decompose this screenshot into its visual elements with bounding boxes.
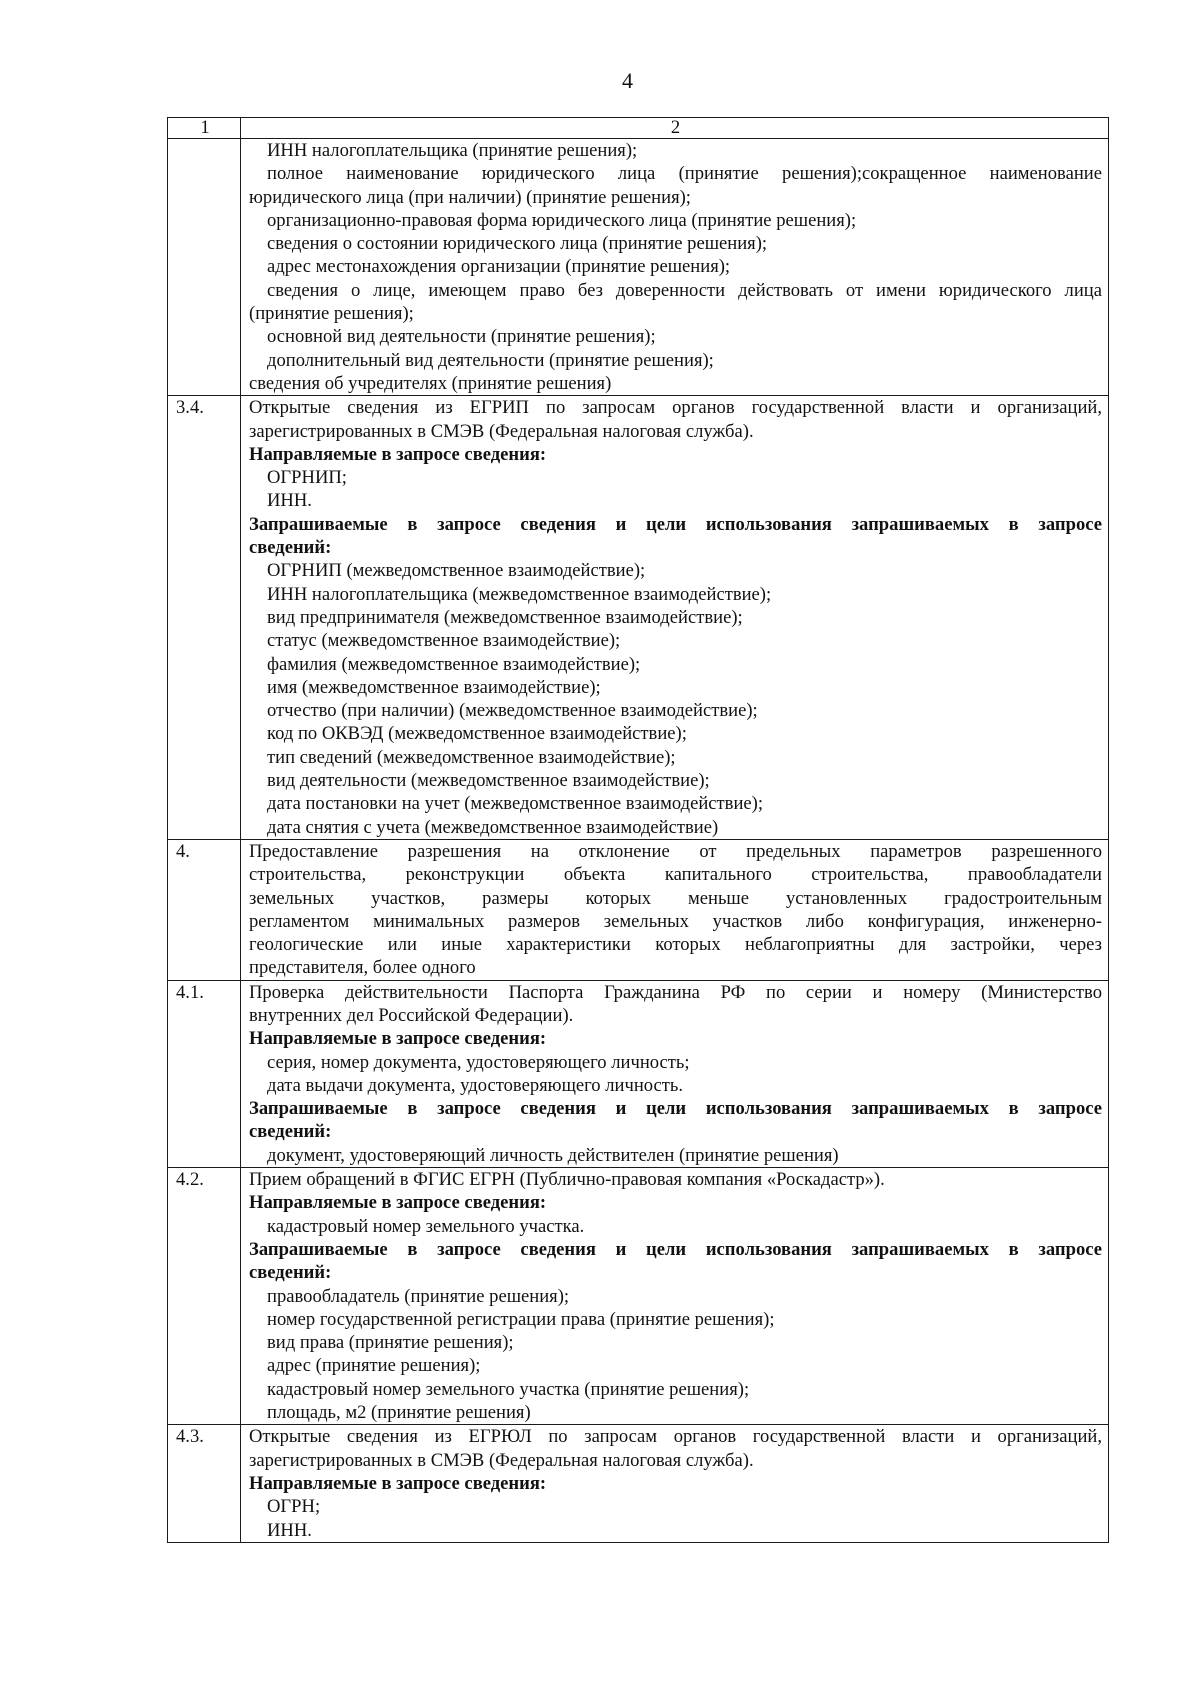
text-line: площадь, м2 (принятие решения) bbox=[267, 1402, 531, 1424]
text-line: ИНН. bbox=[267, 490, 312, 512]
text-line: вид права (принятие решения); bbox=[267, 1332, 514, 1354]
text-line: ОГРНИП; bbox=[267, 467, 347, 489]
text-line: зарегистрированных в СМЭВ (Федеральная налоговая служба). bbox=[249, 420, 754, 442]
text-line: правообладатель (принятие решения); bbox=[267, 1285, 570, 1307]
text-line: зарегистрированных в СМЭВ (Федеральная налоговая служба). bbox=[249, 1449, 754, 1471]
row-number: 4.1. bbox=[168, 980, 241, 1167]
text-line: Открытые сведения из ЕГРЮЛ по запросам органов государственной власти и организаций, bbox=[249, 1426, 1102, 1448]
text-line: Открытые сведения из ЕГРИП по запросам органов государственной власти и организаций, bbox=[249, 397, 1102, 419]
row-number: 4.2. bbox=[168, 1168, 241, 1425]
section-heading: Запрашиваемые в запросе сведения и цели использования запрашиваемых в запросе bbox=[249, 1238, 1102, 1260]
text-line: ИНН налогоплательщика (принятие решения); bbox=[267, 140, 638, 161]
text-line: отчество (при наличии) (межведомственное взаимодействие); bbox=[267, 700, 758, 722]
text-line: основной вид деятельности (принятие решения); bbox=[267, 326, 656, 348]
text-line: дополнительный вид деятельности (принятие решения); bbox=[267, 349, 714, 371]
text-line: (принятие решения); bbox=[249, 303, 414, 325]
text-line: вид деятельности (межведомственное взаимодействие); bbox=[267, 770, 710, 792]
text-line: номер государственной регистрации права (принятие решения); bbox=[267, 1308, 775, 1330]
section-heading: Направляемые в запросе сведения: bbox=[249, 443, 547, 465]
section-heading: сведений: bbox=[249, 537, 332, 559]
text-line: полное наименование юридического лица (принятие решения);сокращенное наименование bbox=[267, 163, 1102, 185]
row-content bbox=[241, 1425, 1109, 1542]
page-number: 4 bbox=[622, 68, 633, 93]
text-line: адрес (принятие решения); bbox=[267, 1355, 481, 1377]
table-row bbox=[168, 1168, 1109, 1425]
text-line: регламентом минимальных размеров земельных участков либо конфигурация, инженерно- bbox=[249, 910, 1102, 932]
text-line: представителя, более одного bbox=[249, 957, 476, 979]
text-line: Предоставление разрешения на отклонение от предельных параметров разрешенного bbox=[249, 840, 1102, 862]
row-number: 4. bbox=[168, 839, 241, 980]
text-line: дата снятия с учета (межведомственное взаимодействие) bbox=[267, 816, 719, 838]
section-heading: сведений: bbox=[249, 1121, 332, 1143]
text-line: ОГРН; bbox=[267, 1496, 321, 1518]
text-line: сведения о состоянии юридического лица (принятие решения); bbox=[267, 233, 768, 255]
table-header-row bbox=[168, 118, 1109, 139]
row-number bbox=[168, 139, 241, 396]
section-heading: Запрашиваемые в запросе сведения и цели использования запрашиваемых в запросе bbox=[249, 1098, 1102, 1120]
text-line: Проверка действительности Паспорта Гражданина РФ по серии и номеру (Министерство bbox=[249, 981, 1102, 1003]
text-line: дата выдачи документа, удостоверяющего личность. bbox=[267, 1074, 684, 1096]
row-number: 4.3. bbox=[168, 1425, 241, 1542]
table-row bbox=[168, 980, 1109, 1167]
text-line: кадастровый номер земельного участка (принятие решения); bbox=[267, 1378, 750, 1400]
text-line: дата постановки на учет (межведомственное взаимодействие); bbox=[267, 793, 764, 815]
text-line: земельных участков, размеры которых меньше установленных градостроительным bbox=[249, 887, 1102, 909]
column-header-number: 1 bbox=[168, 118, 241, 139]
text-line: серия, номер документа, удостоверяющего личность; bbox=[267, 1051, 690, 1073]
section-heading: Направляемые в запросе сведения: bbox=[249, 1472, 547, 1494]
table-row bbox=[168, 839, 1109, 980]
section-heading: сведений: bbox=[249, 1262, 332, 1284]
text-line: ИНН налогоплательщика (межведомственное взаимодействие); bbox=[267, 583, 772, 605]
section-heading: Запрашиваемые в запросе сведения и цели использования запрашиваемых в запросе bbox=[249, 513, 1102, 535]
row-content bbox=[241, 980, 1109, 1167]
row-content bbox=[241, 139, 1109, 396]
row-content bbox=[241, 839, 1109, 980]
row-number: 3.4. bbox=[168, 396, 241, 840]
text-line: сведения о лице, имеющем право без доверенности действовать от имени юридического лица bbox=[267, 279, 1102, 301]
text-line: адрес местонахождения организации (принятие решения); bbox=[267, 256, 731, 278]
text-line: строительства, реконструкции объекта капитального строительства, правообладатели bbox=[249, 864, 1102, 886]
text-line: код по ОКВЭД (межведомственное взаимодействие); bbox=[267, 723, 687, 745]
text-line: ОГРНИП (межведомственное взаимодействие); bbox=[267, 560, 646, 582]
row-content bbox=[241, 1168, 1109, 1425]
text-line: фамилия (межведомственное взаимодействие); bbox=[267, 653, 641, 675]
column-header-description: 2 bbox=[241, 118, 1109, 139]
table-row bbox=[168, 396, 1109, 840]
text-line: внутренних дел Российской Федерации). bbox=[249, 1004, 574, 1026]
row-content bbox=[241, 396, 1109, 840]
text-line: организационно-правовая форма юридического лица (принятие решения); bbox=[267, 209, 857, 231]
text-line: кадастровый номер земельного участка. bbox=[267, 1215, 585, 1237]
text-line: сведения об учредителях (принятие решения) bbox=[249, 372, 612, 394]
text-line: геологические или иные характеристики которых неблагоприятны для застройки, через bbox=[249, 934, 1102, 956]
section-heading: Направляемые в запросе сведения: bbox=[249, 1192, 547, 1214]
text-line: имя (межведомственное взаимодействие); bbox=[267, 676, 601, 698]
text-line: вид предпринимателя (межведомственное взаимодействие); bbox=[267, 606, 743, 628]
text-line: ИНН. bbox=[267, 1519, 312, 1541]
text-line: юридического лица (при наличии) (принятие решения); bbox=[249, 186, 691, 208]
section-heading: Направляемые в запросе сведения: bbox=[249, 1028, 547, 1050]
text-line: тип сведений (межведомственное взаимодействие); bbox=[267, 746, 676, 768]
table-row bbox=[168, 139, 1109, 396]
text-line: документ, удостоверяющий личность действителен (принятие решения) bbox=[267, 1144, 839, 1166]
requests-table bbox=[167, 117, 1109, 1543]
text-line: статус (межведомственное взаимодействие); bbox=[267, 630, 621, 652]
text-line: Прием обращений в ФГИС ЕГРН (Публично-правовая компания «Роскадастр»). bbox=[249, 1169, 885, 1191]
table-row bbox=[168, 1425, 1109, 1542]
